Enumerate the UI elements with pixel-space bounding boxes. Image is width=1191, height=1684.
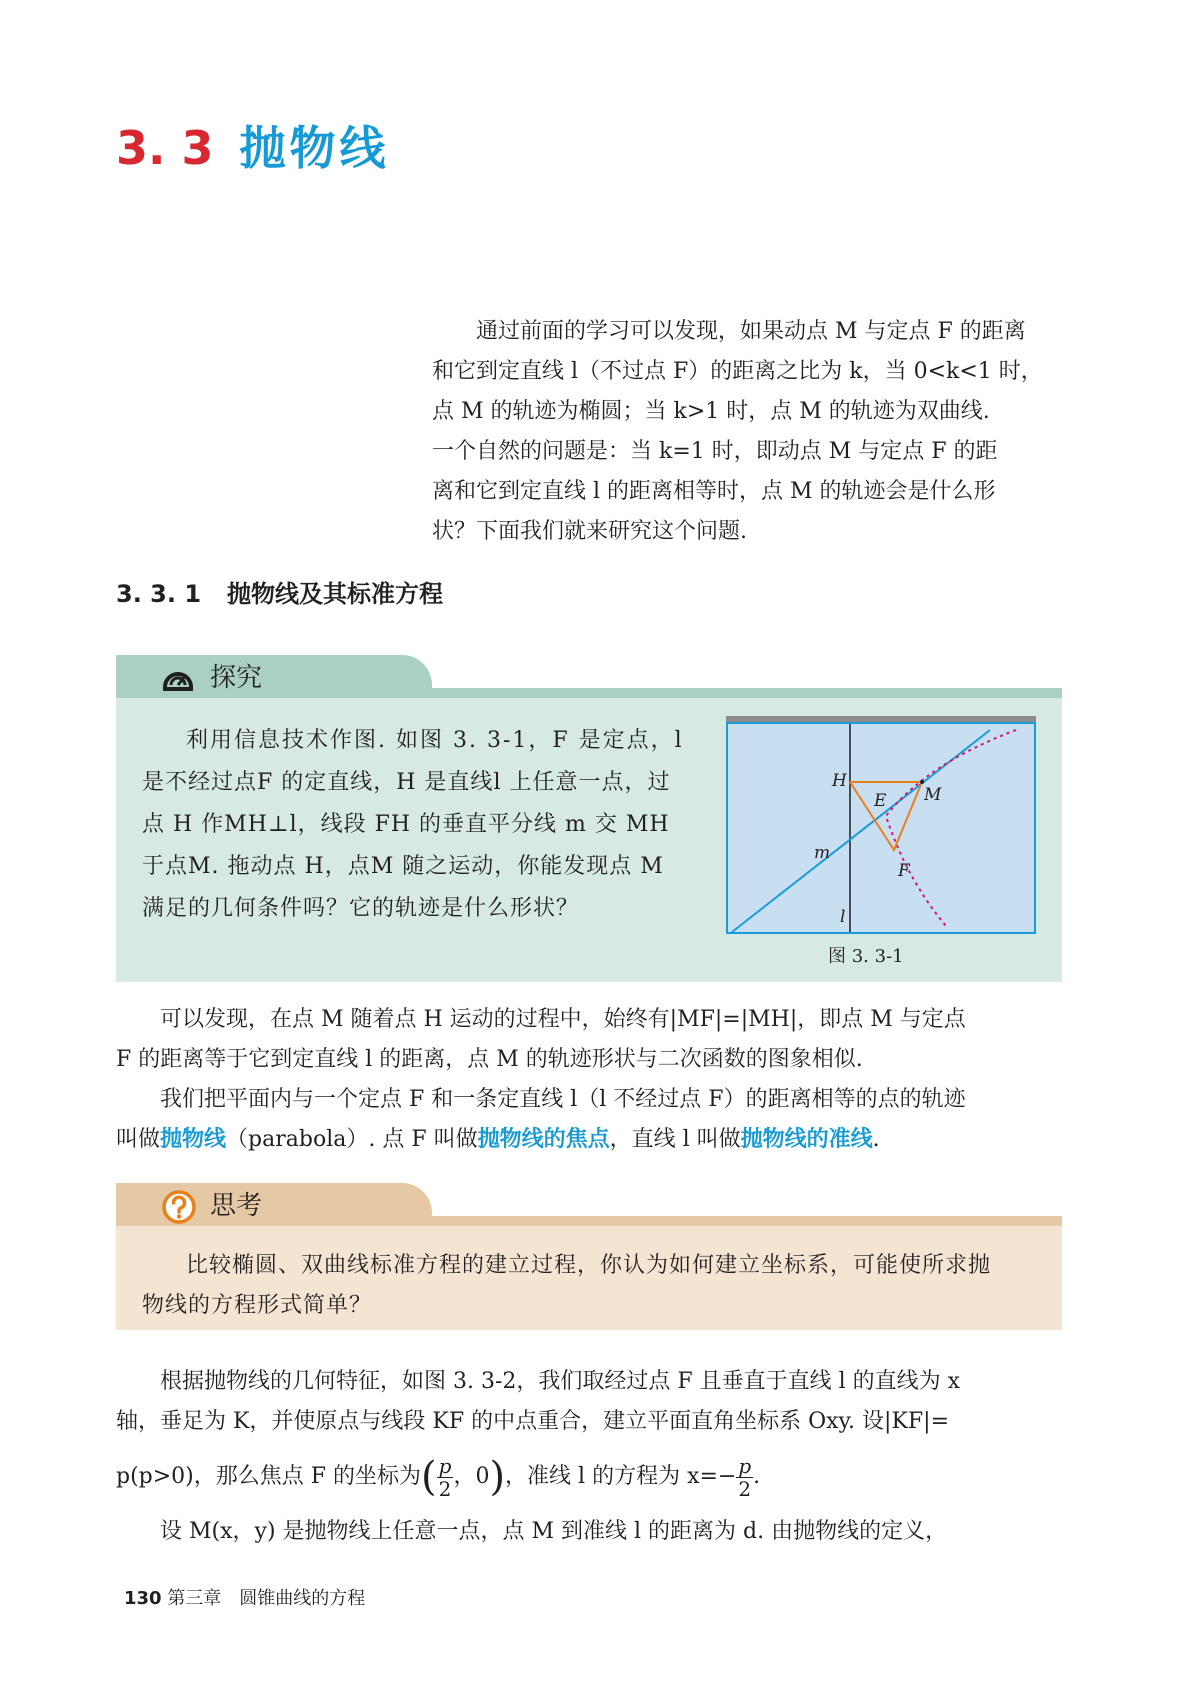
fraction-p-over-2: $\frac{p}{2}$	[438, 1453, 452, 1501]
label-m: m	[814, 843, 831, 863]
label-E: E	[874, 791, 887, 811]
intro-line: 状？下面我们就来研究这个问题.	[432, 519, 747, 544]
body-line: p(p>0)，那么焦点 F 的坐标为( $\frac{p}{2}$ ，0)，准线 l 的方程为 x=− $\frac{p}{2}$ .	[116, 1453, 761, 1501]
subsection-number: 3. 3. 1	[116, 580, 202, 608]
explore-line: 于点M. 拖动点 H，点M 随之运动，你能发现点 M	[142, 854, 664, 879]
think-text	[142, 1246, 1042, 1326]
explore-line: 点 H 作MH⊥l，线段 FH 的垂直平分线 m 交 MH	[142, 812, 670, 837]
explore-icon	[162, 663, 194, 693]
label-l: l	[840, 907, 846, 927]
section-name: 抛物线	[239, 121, 390, 175]
term-focus: 抛物线的焦点	[477, 1127, 610, 1152]
body-text: （parabola）. 点 F 叫做	[226, 1127, 478, 1152]
label-M: M	[924, 785, 942, 805]
body-paragraph-2	[116, 1362, 1062, 1552]
question-icon	[162, 1190, 196, 1224]
subsection-name: 抛物线及其标准方程	[227, 580, 444, 608]
intro-line: 一个自然的问题是：当 k=1 时，即动点 M 与定点 F 的距	[432, 439, 998, 464]
page-number: 130	[124, 1588, 162, 1609]
figure-frame	[727, 723, 1035, 933]
body-line: 可以发现，在点 M 随着点 H 运动的过程中，始终有|MF|=|MH|，即点 M 与定点	[160, 1007, 966, 1032]
body-line	[116, 1120, 1062, 1160]
fraction-p-over-2: $\frac{p}{2}$	[738, 1453, 752, 1501]
body-text: .	[872, 1127, 880, 1152]
body-text: 叫做	[116, 1127, 161, 1152]
intro-line: 通过前面的学习可以发现，如果动点 M 与定点 F 的距离	[476, 319, 1026, 344]
intro-paragraph	[432, 312, 1064, 552]
body-line: 我们把平面内与一个定点 F 和一条定直线 l（l 不经过点 F）的距离相等的点的轨迹	[160, 1087, 966, 1112]
explore-line: 利用信息技术作图. 如图 3. 3-1，F 是定点，l	[186, 728, 684, 753]
subsection-title	[116, 576, 443, 612]
intro-line: 点 M 的轨迹为椭圆；当 k>1 时，点 M 的轨迹为双曲线.	[432, 399, 990, 424]
body-text: .	[753, 1464, 761, 1489]
term-directrix: 抛物线的准线	[740, 1127, 873, 1152]
chapter-name: 第三章 圆锥曲线的方程	[167, 1588, 366, 1609]
body-line: F 的距离等于它到定直线 l 的距离，点 M 的轨迹形状与二次函数的图象相似.	[116, 1047, 863, 1072]
figure-top-bar	[726, 716, 1036, 722]
body-line: 设 M(x，y) 是抛物线上任意一点，点 M 到准线 l 的距离为 d. 由抛物线的定义，	[160, 1519, 948, 1544]
section-title	[116, 118, 390, 178]
body-line: 轴，垂足为 K，并使原点与线段 KF 的中点重合，建立平面直角坐标系 Oxy. 设|KF|=	[116, 1409, 950, 1434]
term-parabola: 抛物线	[160, 1127, 227, 1152]
think-line: 比较椭圆、双曲线标准方程的建立过程，你认为如何建立坐标系，可能使所求抛	[186, 1253, 992, 1278]
body-line: 根据抛物线的几何特征，如图 3. 3-2，我们取经过点 F 且垂直于直线 l 的直线为 x	[160, 1369, 961, 1394]
body-text: ，直线 l 叫做	[609, 1127, 741, 1152]
page-footer	[124, 1586, 365, 1612]
parabola-figure	[726, 716, 1036, 934]
body-text: ，准线 l 的方程为 x=−	[505, 1464, 737, 1489]
think-line: 物线的方程形式简单？	[142, 1293, 373, 1318]
explore-text	[142, 720, 702, 930]
label-F: F	[898, 861, 910, 881]
body-text: ，0	[453, 1464, 490, 1489]
think-label: 思考	[210, 1191, 263, 1221]
body-text: p(p>0)，那么焦点 F 的坐标为	[116, 1464, 422, 1489]
body-paragraph-1	[116, 1000, 1062, 1160]
figure-caption: 图 3. 3-1	[828, 946, 904, 967]
intro-line: 离和它到定直线 l 的距离相等时，点 M 的轨迹会是什么形	[432, 479, 996, 504]
explore-line: 是不经过点F 的定直线，H 是直线l 上任意一点，过	[142, 770, 671, 795]
section-number: 3. 3	[116, 121, 214, 175]
explore-line: 满足的几何条件吗？它的轨迹是什么形状？	[142, 896, 580, 921]
intro-line: 和它到定直线 l（不过点 F）的距离之比为 k，当 0<k<1 时，	[432, 359, 1043, 384]
explore-label: 探究	[210, 663, 263, 693]
label-H: H	[832, 771, 847, 791]
